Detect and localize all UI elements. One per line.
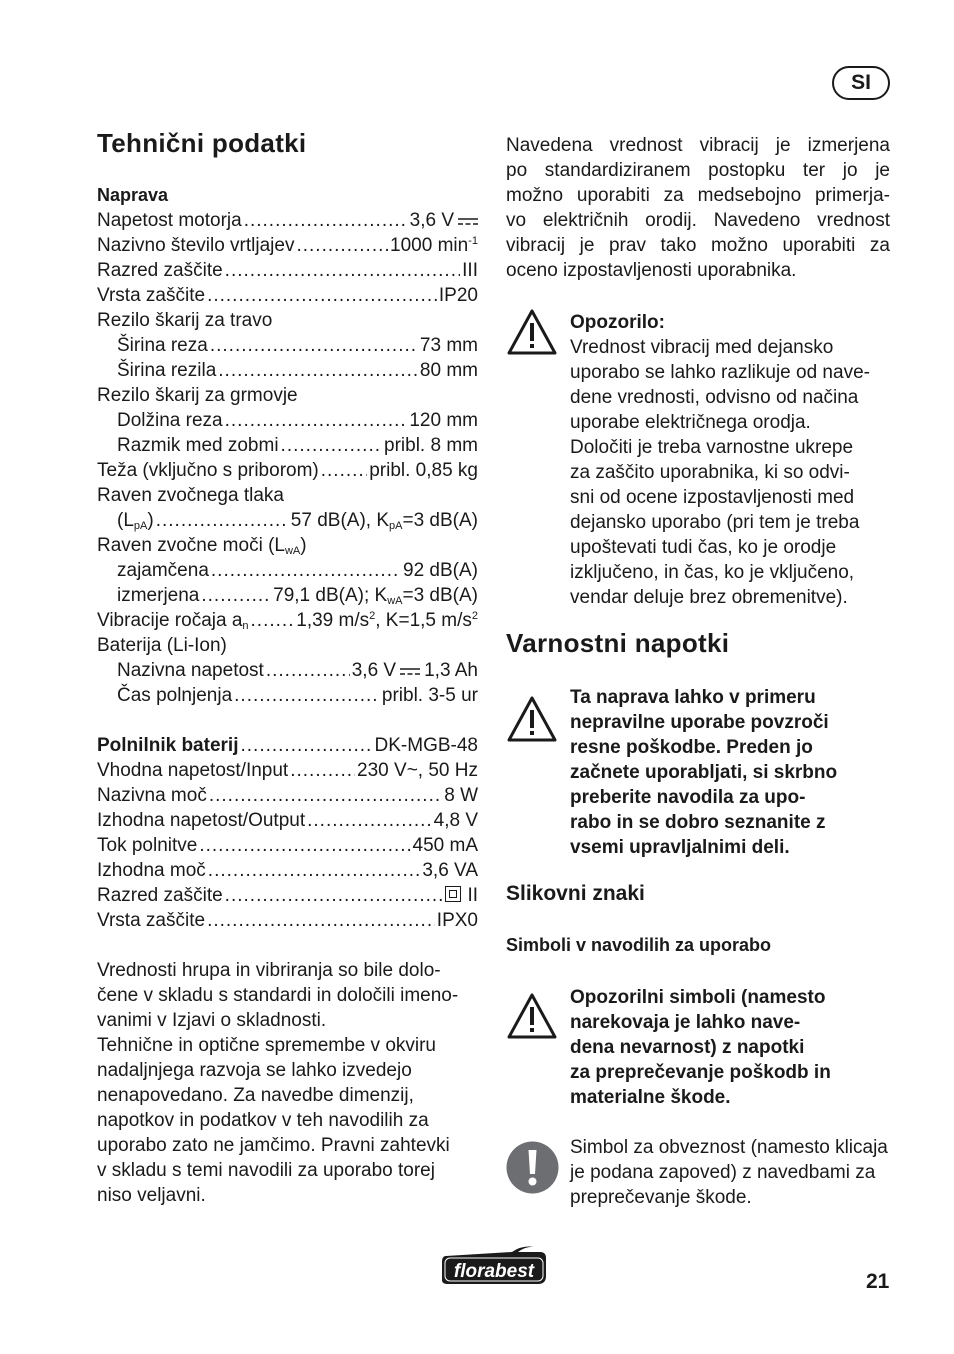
- language-badge: SI: [832, 66, 890, 100]
- spec-row: Vibracije ročaja $a_n$ ..... 1,39 $m/s^2$, K=1,5 $m/s^2$: [97, 608, 478, 633]
- pictograms-heading: Slikovni znaki: [506, 882, 645, 905]
- charger-row: Razred zaščite ..... II: [97, 883, 478, 908]
- spec-row: $(L_{pA})$ ..... 57 dB(A), $K_{pA}=3$ dB(A): [117, 508, 478, 533]
- spec-group-label: Raven zvočne moči $(L_{wA})$: [97, 535, 307, 557]
- spec-group-label: Rezilo škarij za grmovje: [97, 385, 298, 406]
- page-number: 21: [866, 1270, 890, 1293]
- spec-row: Dolžina reza ..... 120 mm: [117, 408, 478, 433]
- safety-notes-title: Varnostni napotki: [506, 628, 730, 658]
- charger-row: Vhodna napetost/Input ..... 230 V~, 50 Hz: [97, 758, 478, 783]
- safety-warning-text: Ta naprava lahko v primeru nepravilne uporabe povzroči resne poškodbe. Preden jo začnete uporabljati, si skrbno preberite navodila za upo- rabo in se dobro seznanite z vsemi upravljalnimi deli.: [570, 687, 838, 858]
- symbols-heading: Simboli v navodilih za uporabo: [506, 935, 772, 955]
- mandatory-symbol-text: Simbol za obveznost (namesto klicaja je podana zapoved) z navedbami za preprečevanje škode.: [570, 1137, 888, 1208]
- spec-row: Nazivna napetost ..... 3,6 V 1,3 Ah: [117, 658, 478, 683]
- spec-row: Čas polnjenja ..... pribl. 3-5 ur: [117, 683, 478, 708]
- vibration-intro-paragraph: Navedena vrednost vibracij je izmerjena po standardiziranem postopku ter jo je možno uporabiti za medsebojno primerja- vo električnih orodij. Navedeno vrednost vibracij je prav tako možno uporabiti za oceno izpostavljenosti uporabnika.: [506, 135, 890, 281]
- technical-data-title: Tehnični podatki: [97, 128, 307, 158]
- spec-row: Nazivno število vrtljajev ..... 1000 $\min^{-1}$: [97, 233, 478, 258]
- spec-row: Napetost motorja ..... 3,6 V: [97, 208, 478, 233]
- warning-triangle-icon: [506, 992, 558, 1040]
- warning-triangle-icon: [506, 308, 558, 356]
- warning-triangle-icon: [506, 695, 558, 743]
- spec-row: Vrsta zaščite ..... IP20: [97, 283, 478, 308]
- spec-row: zajamčena ..... 92 dB(A): [117, 558, 478, 583]
- dc-symbol-icon: [458, 216, 478, 226]
- spec-row: Razmik med zobmi ..... pribl. 8 mm: [117, 433, 478, 458]
- spec-row: Širina rezila ..... 80 mm: [117, 358, 478, 383]
- charger-row: Polnilnik baterij ..... DK-MGB-48: [97, 733, 478, 758]
- spec-row: Razred zaščite ..... III: [97, 258, 478, 283]
- warning-symbols-text: Opozorilni simboli (namesto narekovaja je lahko nave- dena nevarnost) z napotki za preprečevanje poškodb in materialne škode.: [570, 987, 831, 1108]
- spec-group-label: Rezilo škarij za travo: [97, 310, 273, 331]
- logo-wordmark: florabest: [453, 1261, 535, 1282]
- spec-row: izmerjena ..... 79,1 dB(A); $K_{wA}=3$ dB(A): [117, 583, 478, 608]
- charger-row: Nazivna moč ..... 8 W: [97, 783, 478, 808]
- protection-class-ii-icon: [445, 886, 461, 902]
- noise-vibration-note: Vrednosti hrupa in vibriranja so bile dolo- čene v skladu s standardi in določili imeno- vanimi v Izjavi o skladnosti.: [97, 960, 459, 1031]
- spec-group-label: Baterija (Li-Ion): [97, 635, 227, 656]
- spec-row: Teža (vključno s priborom) ..... pribl. 0,85 kg: [97, 458, 478, 483]
- warning-block: Opozorilo: Vrednost vibracij med dejansko uporabo se lahko razlikuje od nave- dene vrednosti, odvisno od načina uporabe električnega orodja. Določiti je treba varnostne ukrepe za zaščito uporabnika, ki so odvi- sni od ocene izpostavljenosti med dejansko uporabo (pri tem je treba upoštevati tudi čas, ko je orodje izključeno, in čas, ko je vključeno, vendar deluje brez obremenitve).: [570, 312, 870, 608]
- charger-row: Izhodna moč ..... 3,6 VA: [97, 858, 478, 883]
- florabest-logo: [438, 1246, 550, 1288]
- spec-row: Širina reza ..... 73 mm: [117, 333, 478, 358]
- charger-row: Vrsta zaščite ..... IPX0: [97, 908, 478, 933]
- device-heading: Naprava: [97, 185, 169, 205]
- disclaimer-paragraph: Tehnične in optične spremembe v okviru nadaljnjega razvoja se lahko izvedejo nenapovedano. Za navedbe dimenzij, napotkov in podatkov v teh navodilih za uporabo zato ne jamčimo. Pravni zahtevki v skladu s temi navodili za uporabo torej niso veljavni.: [97, 1035, 450, 1206]
- mandatory-exclamation-icon: [506, 1141, 559, 1194]
- spec-group-label: Raven zvočnega tlaka: [97, 485, 284, 506]
- charger-row: Izhodna napetost/Output ..... 4,8 V: [97, 808, 478, 833]
- dc-symbol-icon: [400, 666, 420, 676]
- charger-row: Tok polnitve ..... 450 mA: [97, 833, 478, 858]
